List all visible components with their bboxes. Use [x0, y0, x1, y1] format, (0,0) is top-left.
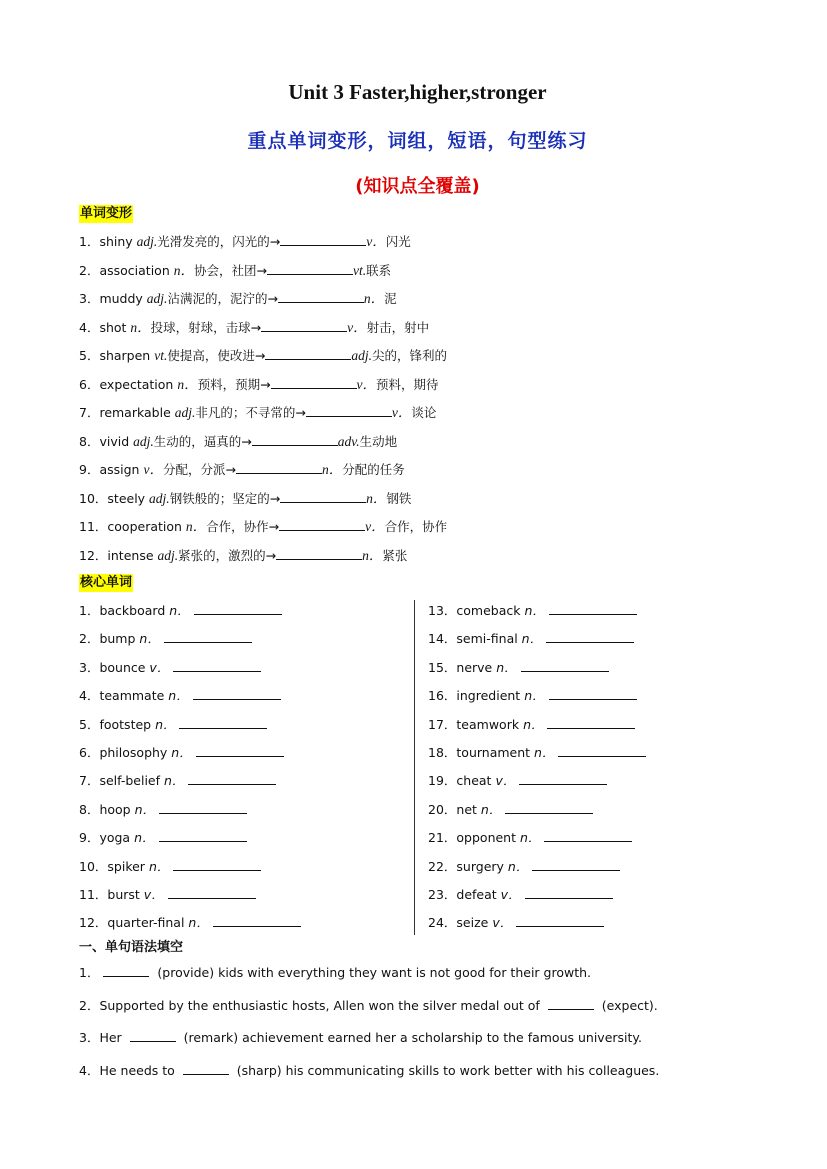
item-number: 21．: [428, 830, 457, 846]
answer-blank[interactable]: [196, 744, 284, 757]
item-number: 12．: [79, 915, 108, 931]
item-pos: n．: [519, 830, 541, 846]
core-word-item: [428, 914, 604, 932]
item-pos: n．: [173, 262, 194, 278]
answer-blank[interactable]: [276, 547, 362, 560]
answer-blank[interactable]: [558, 744, 646, 757]
item-meaning: 预料，预期→: [197, 376, 271, 392]
item-meaning: 沾满泥的，泥泞的→: [167, 291, 278, 306]
item-pos: n．: [134, 830, 155, 846]
answer-blank[interactable]: [306, 404, 392, 417]
grammar-item: [79, 964, 591, 982]
item-pos: n．: [507, 858, 529, 874]
item-number: 11．: [79, 887, 108, 902]
core-word-item: [79, 858, 261, 876]
item-meaning: 合作，协作→: [206, 519, 280, 534]
item-word: defeat: [456, 887, 501, 902]
item-pos: n．: [177, 376, 198, 392]
word-form-item: [79, 404, 436, 422]
item-meaning: 钢铁般的；坚定的→: [169, 490, 281, 506]
answer-blank[interactable]: [521, 659, 609, 672]
target-meaning: 射击，射中: [366, 319, 430, 335]
item-number: 7．: [79, 405, 100, 420]
answer-blank[interactable]: [278, 290, 364, 303]
answer-blank[interactable]: [194, 602, 282, 615]
target-pos: vt.: [352, 262, 367, 278]
item-meaning: 投球，射球，击球→: [150, 319, 262, 335]
item-pos: n．: [139, 631, 160, 647]
sentence-start: He needs to: [99, 1062, 179, 1078]
target-pos: n．: [362, 547, 383, 563]
item-pos: adj.: [174, 405, 196, 420]
grammar-item: [79, 1062, 659, 1080]
item-word: hoop: [99, 801, 135, 817]
item-number: 7．: [79, 773, 100, 789]
item-number: 2．: [79, 631, 100, 647]
item-word: association: [99, 262, 174, 278]
target-pos: v．: [391, 405, 412, 420]
item-number: 13．: [428, 603, 457, 618]
item-number: 24．: [428, 915, 457, 931]
word-form-item: [79, 319, 429, 337]
answer-blank[interactable]: [130, 1029, 176, 1042]
item-pos: n．: [130, 319, 151, 335]
item-number: 4．: [79, 1062, 100, 1078]
item-word: quarter-final: [107, 915, 189, 931]
item-word: expectation: [99, 376, 178, 392]
item-word: opponent: [456, 830, 520, 846]
sentence-start: Supported by the enthusiastic hosts, Allen won the silver medal out of: [99, 997, 544, 1013]
answer-blank[interactable]: [548, 997, 594, 1010]
target-pos: n．: [321, 462, 343, 477]
word-form-item: [79, 461, 405, 479]
core-word-item: [79, 914, 301, 932]
item-pos: v．: [143, 462, 163, 477]
item-word: teamwork: [456, 716, 524, 732]
item-number: 17．: [428, 716, 457, 732]
item-pos: n．: [524, 688, 545, 704]
core-word-item: [79, 801, 247, 819]
core-word-item: [428, 829, 632, 847]
item-number: 15．: [428, 659, 457, 675]
target-meaning: 紧张: [382, 547, 408, 563]
item-number: 10．: [79, 490, 108, 506]
answer-blank[interactable]: [280, 490, 366, 503]
core-word-item: [79, 829, 247, 847]
item-number: 5．: [79, 348, 100, 363]
item-word: comeback: [456, 603, 525, 618]
item-pos: adj.: [149, 490, 170, 506]
item-word: net: [456, 801, 481, 817]
target-meaning: 生动地: [359, 433, 398, 449]
item-number: 8．: [79, 801, 100, 817]
target-pos: n．: [366, 490, 387, 506]
sentence-rest: (expect).: [597, 997, 658, 1013]
answer-blank[interactable]: [103, 964, 149, 977]
answer-blank[interactable]: [188, 772, 276, 785]
core-word-item: [79, 886, 256, 904]
item-meaning: 非凡的；不寻常的→: [195, 405, 306, 420]
item-meaning: 使提高，使改进→: [167, 348, 266, 363]
word-form-item: [79, 547, 407, 565]
core-word-item: [428, 858, 620, 876]
answer-blank[interactable]: [519, 772, 607, 785]
target-pos: v．: [356, 376, 377, 392]
target-meaning: 钢铁: [386, 490, 412, 506]
core-word-item: [79, 744, 284, 762]
answer-blank[interactable]: [159, 801, 247, 814]
answer-blank[interactable]: [280, 233, 366, 246]
target-meaning: 合作，协作: [384, 519, 448, 534]
item-number: 2．: [79, 997, 100, 1013]
item-number: 1．: [79, 234, 100, 249]
target-pos: adj.: [351, 348, 372, 363]
core-word-item: [428, 886, 613, 904]
answer-blank[interactable]: [279, 518, 365, 531]
item-word: shot: [99, 319, 131, 335]
core-word-item: [79, 772, 276, 790]
sentence-rest: (remark) achievement earned her a scholarship to the famous university.: [179, 1030, 643, 1045]
item-number: 1．: [79, 965, 100, 980]
item-pos: v．: [500, 887, 521, 902]
core-word-item: [428, 744, 646, 762]
core-word-item: [428, 659, 609, 677]
core-words-heading: 核心单词: [80, 575, 133, 590]
core-word-item: [428, 630, 634, 648]
core-word-item: [79, 659, 261, 677]
item-number: 4．: [79, 688, 100, 704]
item-word: cheat: [456, 773, 496, 789]
item-word: cooperation: [107, 519, 186, 534]
item-pos: v．: [143, 887, 164, 902]
item-number: 3．: [79, 291, 100, 306]
answer-blank[interactable]: [213, 914, 301, 927]
item-word: teammate: [99, 688, 169, 704]
item-number: 10．: [79, 858, 108, 874]
answer-blank[interactable]: [252, 433, 338, 446]
answer-blank[interactable]: [183, 1062, 229, 1075]
page-subtitle: 重点单词变形，词组，短语，句型练习: [247, 130, 588, 152]
item-pos: n．: [523, 716, 544, 732]
word-form-item: [79, 376, 439, 394]
coverage-note: (知识点全覆盖): [355, 176, 480, 197]
target-meaning: 预料，期待: [376, 376, 439, 392]
sentence-rest: (sharp) his communicating skills to work better with his colleagues.: [232, 1062, 660, 1078]
item-meaning: 光滑发亮的，闪光的→: [157, 234, 281, 249]
item-word: sharpen: [99, 348, 155, 363]
answer-blank[interactable]: [546, 630, 634, 643]
answer-blank[interactable]: [168, 886, 256, 899]
core-word-item: [428, 687, 637, 705]
core-word-item: [79, 602, 282, 620]
target-pos: n．: [363, 291, 385, 306]
item-word: assign: [99, 462, 144, 477]
item-meaning: 紧张的，激烈的→: [178, 547, 277, 563]
target-pos: adv.: [337, 433, 360, 449]
item-number: 5．: [79, 716, 100, 732]
sentence-rest: (provide) kids with everything they want is not good for their growth.: [153, 965, 591, 980]
answer-blank[interactable]: [236, 461, 322, 474]
grammar-item: [79, 1029, 642, 1047]
item-pos: adj.: [136, 234, 158, 249]
item-meaning: 生动的，逼真的→: [153, 433, 252, 449]
item-number: 9．: [79, 830, 100, 846]
item-pos: adj.: [133, 433, 154, 449]
item-word: semi-final: [456, 631, 522, 647]
answer-blank[interactable]: [549, 687, 637, 700]
item-number: 4．: [79, 319, 100, 335]
column-divider: [414, 600, 415, 935]
item-number: 16．: [428, 688, 457, 704]
item-word: tournament: [456, 745, 535, 760]
core-word-item: [428, 801, 593, 819]
answer-blank[interactable]: [159, 829, 247, 842]
item-number: 14．: [428, 631, 457, 647]
item-word: bounce: [99, 659, 150, 675]
word-form-item: [79, 433, 397, 451]
answer-blank[interactable]: [173, 659, 261, 672]
item-word: surgery: [456, 858, 508, 874]
grammar-heading: 一、单句语法填空: [79, 940, 184, 955]
answer-blank[interactable]: [525, 886, 613, 899]
item-number: 22．: [428, 858, 457, 874]
word-form-item: [79, 347, 447, 365]
answer-blank[interactable]: [261, 319, 347, 332]
target-pos: v．: [347, 319, 367, 335]
answer-blank[interactable]: [164, 630, 252, 643]
item-word: shiny: [99, 234, 137, 249]
grammar-item: [79, 997, 658, 1015]
item-pos: n．: [155, 716, 176, 732]
item-number: 6．: [79, 376, 100, 392]
item-word: footstep: [99, 716, 156, 732]
item-pos: v．: [492, 915, 513, 931]
target-meaning: 联系: [366, 262, 392, 278]
item-number: 23．: [428, 887, 457, 902]
item-word: bump: [99, 631, 140, 647]
item-number: 1．: [79, 603, 100, 618]
core-word-item: [428, 716, 635, 734]
item-word: burst: [107, 887, 144, 902]
item-pos: n．: [148, 858, 170, 874]
item-number: 3．: [79, 659, 100, 675]
target-pos: v．: [365, 519, 385, 534]
item-number: 8．: [79, 433, 100, 449]
item-number: 12．: [79, 547, 108, 563]
item-word: muddy: [99, 291, 147, 306]
item-pos: n．: [171, 745, 192, 760]
word-forms-heading: 单词变形: [80, 206, 133, 221]
item-pos: n．: [480, 801, 502, 817]
item-pos: n．: [496, 659, 517, 675]
core-word-item: [79, 687, 281, 705]
item-pos: n．: [185, 519, 207, 534]
target-meaning: 尖的，锋利的: [371, 348, 447, 363]
item-number: 9．: [79, 462, 100, 477]
answer-blank[interactable]: [547, 716, 635, 729]
target-pos: v．: [366, 234, 386, 249]
answer-blank[interactable]: [267, 262, 353, 275]
word-form-item: [79, 233, 411, 251]
item-pos: n．: [188, 915, 209, 931]
page-title: Unit 3 Faster,higher,stronger: [288, 80, 547, 104]
item-word: intense: [107, 547, 158, 563]
answer-blank[interactable]: [271, 376, 357, 389]
item-number: 20．: [428, 801, 457, 817]
word-form-item: [79, 518, 447, 536]
item-number: 6．: [79, 745, 100, 760]
item-pos: adj.: [157, 547, 179, 563]
answer-blank[interactable]: [549, 602, 637, 615]
word-form-item: [79, 490, 411, 508]
item-word: yoga: [99, 830, 135, 846]
item-pos: n．: [168, 688, 189, 704]
item-pos: adj.: [146, 291, 168, 306]
item-pos: vt.: [154, 348, 168, 363]
core-word-item: [428, 602, 637, 620]
target-meaning: 分配的任务: [342, 462, 405, 477]
item-number: 19．: [428, 773, 457, 789]
item-meaning: 协会，社团→: [193, 262, 267, 278]
item-word: backboard: [99, 603, 170, 618]
target-meaning: 闪光: [385, 234, 411, 249]
item-pos: n．: [164, 773, 185, 789]
item-pos: n．: [169, 603, 190, 618]
item-word: steely: [107, 490, 150, 506]
item-pos: n．: [534, 745, 555, 760]
item-word: self-belief: [99, 773, 164, 789]
item-pos: n．: [134, 801, 156, 817]
item-word: spiker: [107, 858, 149, 874]
answer-blank[interactable]: [179, 716, 267, 729]
word-form-item: [79, 290, 397, 308]
sentence-start: Her: [99, 1030, 126, 1045]
item-pos: n．: [521, 631, 543, 647]
answer-blank[interactable]: [173, 858, 261, 871]
item-pos: n．: [524, 603, 545, 618]
answer-blank[interactable]: [193, 687, 281, 700]
core-word-item: [79, 716, 267, 734]
item-meaning: 分配，分派→: [162, 462, 236, 477]
answer-blank[interactable]: [544, 829, 632, 842]
target-meaning: 泥: [384, 291, 397, 306]
item-number: 3．: [79, 1030, 100, 1045]
item-number: 2．: [79, 262, 100, 278]
item-word: seize: [456, 915, 493, 931]
item-word: nerve: [456, 659, 497, 675]
item-pos: v．: [495, 773, 516, 789]
item-word: vivid: [99, 433, 134, 449]
item-word: ingredient: [456, 688, 525, 704]
answer-blank[interactable]: [532, 858, 620, 871]
word-form-item: [79, 262, 391, 280]
target-meaning: 谈论: [411, 405, 437, 420]
answer-blank[interactable]: [265, 347, 351, 360]
answer-blank[interactable]: [505, 801, 593, 814]
core-word-item: [428, 772, 607, 790]
core-word-item: [79, 630, 252, 648]
item-number: 18．: [428, 745, 457, 760]
item-word: remarkable: [99, 405, 175, 420]
item-pos: v．: [149, 659, 170, 675]
item-number: 11．: [79, 519, 108, 534]
item-word: philosophy: [99, 745, 172, 760]
answer-blank[interactable]: [516, 914, 604, 927]
